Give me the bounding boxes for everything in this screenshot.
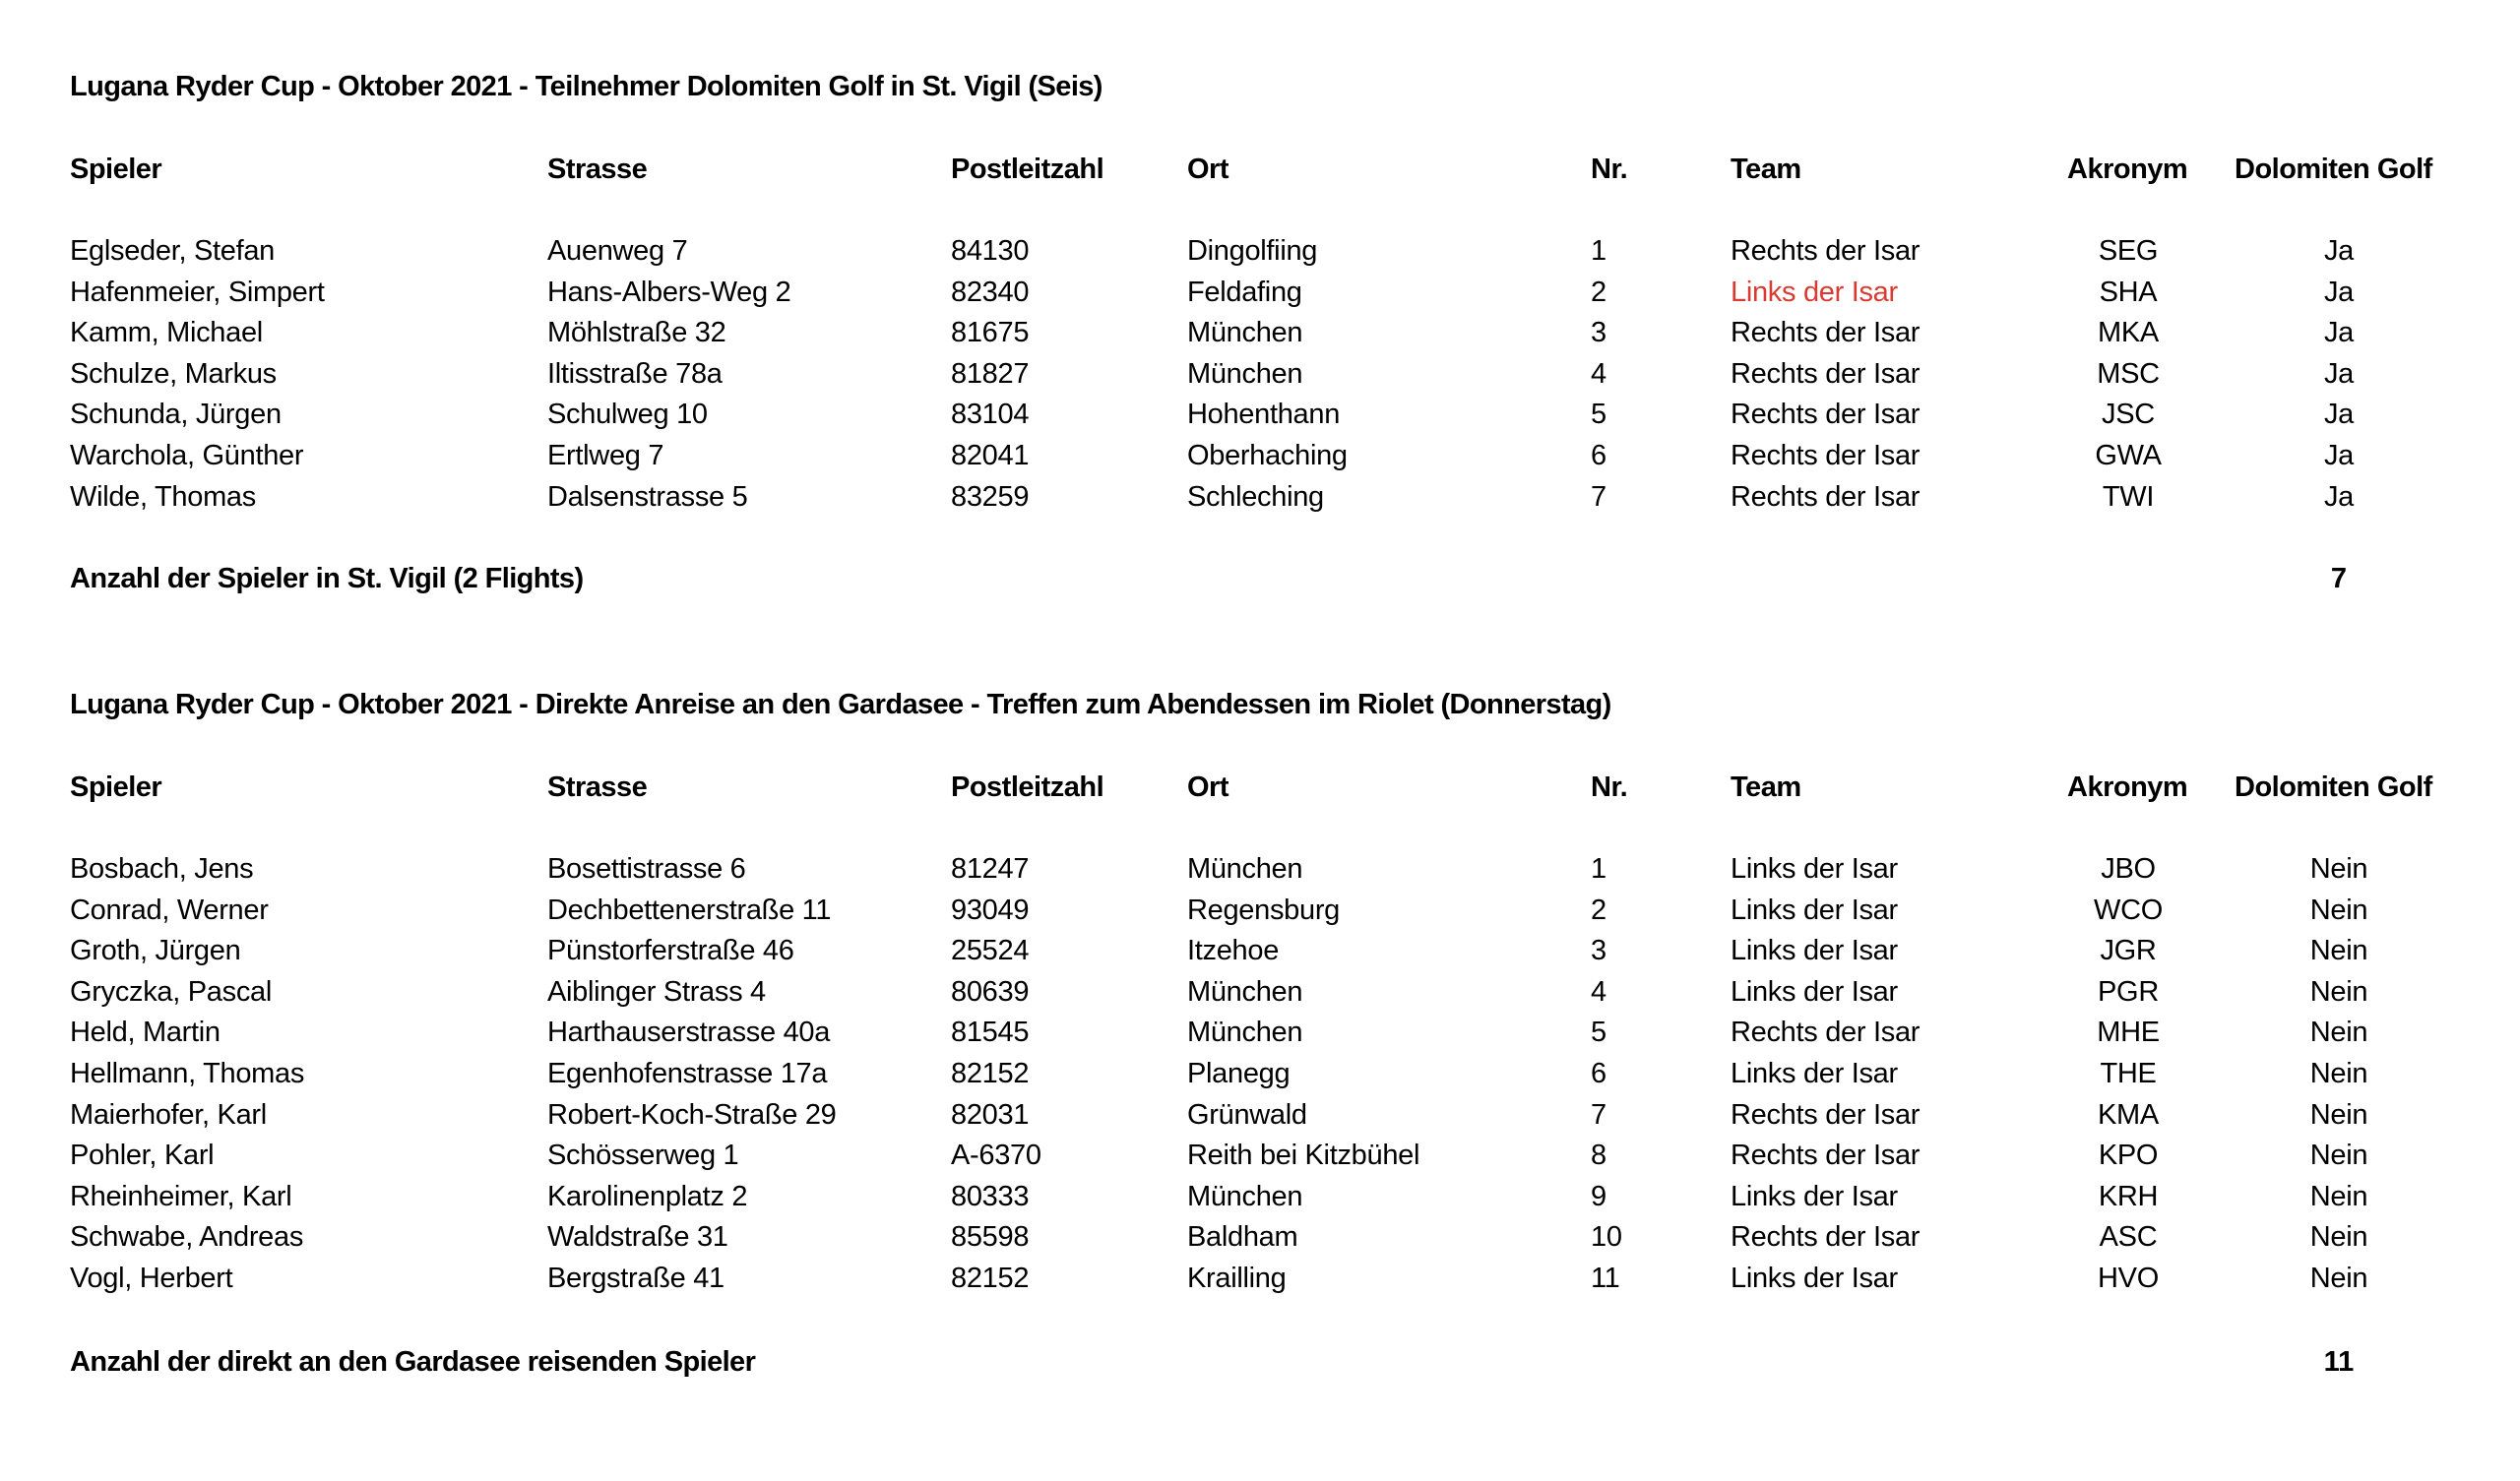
cell-spieler: Rheinheimer, Karl [70, 1180, 292, 1212]
cell-nr: 5 [1591, 399, 1606, 431]
header-strasse: Strasse [547, 771, 648, 803]
section-title: Lugana Ryder Cup - Oktober 2021 - Direkte Anreise an den Gardasee - Treffen zum Abendessen im Riolet (Donnerstag) [70, 689, 1611, 720]
cell-strasse: Bergstraße 41 [547, 1263, 724, 1294]
cell-strasse: Waldstraße 31 [547, 1221, 728, 1254]
cell-ort: München [1187, 1180, 1303, 1212]
cell-spieler: Schwabe, Andreas [70, 1221, 304, 1254]
cell-team: Rechts der Isar [1731, 1140, 1921, 1172]
cell-dolomiten-golf: Ja [2323, 357, 2355, 390]
cell-nr: 3 [1591, 317, 1606, 349]
cell-dolomiten-golf: Nein [2309, 935, 2368, 967]
cell-akronym: WCO [2094, 894, 2163, 926]
cell-strasse: Harthauserstrasse 40a [547, 1017, 831, 1049]
header-team: Team [1731, 154, 1801, 185]
cell-team: Rechts der Isar [1731, 317, 1921, 349]
cell-ort: München [1187, 853, 1303, 885]
cell-nr: 5 [1591, 1017, 1606, 1049]
cell-spieler: Conrad, Werner [70, 894, 269, 926]
cell-strasse: Schulweg 10 [547, 399, 708, 431]
cell-nr: 1 [1591, 235, 1606, 267]
cell-nr: 8 [1591, 1140, 1606, 1172]
cell-akronym: TWI [2102, 480, 2155, 513]
cell-ort: Feldafing [1187, 276, 1302, 308]
cell-postleitzahl: 85598 [951, 1221, 1030, 1254]
cell-strasse: Aiblinger Strass 4 [547, 975, 766, 1008]
cell-postleitzahl: A-6370 [951, 1140, 1041, 1172]
cell-akronym: MHE [2097, 1017, 2160, 1049]
cell-dolomiten-golf: Nein [2309, 1098, 2368, 1131]
cell-ort: Reith bei Kitzbühel [1187, 1140, 1420, 1172]
header-spieler: Spieler [70, 771, 162, 803]
cell-nr: 4 [1591, 357, 1606, 390]
cell-akronym: SEG [2098, 235, 2159, 267]
cell-nr: 6 [1591, 1058, 1606, 1089]
cell-dolomiten-golf: Ja [2323, 317, 2355, 349]
cell-team: Links der Isar [1731, 853, 1898, 885]
header-dolomiten-golf: Dolomiten Golf [2235, 771, 2432, 803]
cell-team: Links der Isar [1731, 894, 1898, 926]
cell-nr: 7 [1591, 480, 1606, 513]
cell-team: Links der Isar [1731, 935, 1898, 967]
cell-spieler: Pohler, Karl [70, 1140, 215, 1172]
cell-postleitzahl: 83104 [951, 399, 1030, 431]
cell-nr: 7 [1591, 1098, 1606, 1131]
cell-postleitzahl: 81827 [951, 357, 1030, 390]
summary-count: 11 [2323, 1346, 2355, 1378]
cell-spieler: Hafenmeier, Simpert [70, 276, 325, 308]
cell-postleitzahl: 82340 [951, 276, 1030, 308]
cell-dolomiten-golf: Nein [2309, 1140, 2368, 1172]
cell-akronym: HVO [2098, 1263, 2159, 1294]
cell-nr: 11 [1591, 1263, 1620, 1294]
cell-spieler: Schunda, Jürgen [70, 399, 282, 431]
cell-ort: München [1187, 975, 1303, 1008]
cell-spieler: Maierhofer, Karl [70, 1098, 267, 1131]
cell-dolomiten-golf: Nein [2309, 1017, 2368, 1049]
cell-strasse: Pünstorferstraße 46 [547, 935, 794, 967]
cell-team: Rechts der Isar [1731, 399, 1921, 431]
cell-postleitzahl: 81545 [951, 1017, 1030, 1049]
cell-nr: 10 [1591, 1221, 1622, 1254]
header-nr: Nr. [1591, 154, 1628, 185]
cell-akronym: JGR [2100, 935, 2157, 967]
header-akronym: Akronym [2067, 154, 2188, 185]
cell-team: Rechts der Isar [1731, 235, 1921, 267]
cell-team: Links der Isar [1731, 975, 1898, 1008]
cell-ort: Oberhaching [1187, 440, 1348, 471]
header-postleitzahl: Postleitzahl [951, 154, 1104, 185]
cell-postleitzahl: 83259 [951, 480, 1030, 513]
cell-strasse: Schösserweg 1 [547, 1140, 739, 1172]
header-team: Team [1731, 771, 1801, 803]
header-postleitzahl: Postleitzahl [951, 771, 1104, 803]
cell-akronym: JSC [2102, 399, 2155, 431]
header-nr: Nr. [1591, 771, 1628, 803]
cell-strasse: Auenweg 7 [547, 235, 688, 267]
cell-dolomiten-golf: Nein [2309, 1058, 2368, 1089]
cell-nr: 2 [1591, 894, 1606, 926]
cell-strasse: Ertlweg 7 [547, 440, 664, 471]
cell-dolomiten-golf: Nein [2309, 894, 2368, 926]
cell-dolomiten-golf: Nein [2309, 975, 2368, 1008]
cell-spieler: Schulze, Markus [70, 357, 277, 390]
cell-postleitzahl: 82041 [951, 440, 1030, 471]
cell-spieler: Kamm, Michael [70, 317, 263, 349]
cell-strasse: Robert-Koch-Straße 29 [547, 1098, 837, 1131]
summary-label: Anzahl der direkt an den Gardasee reisenden Spieler [70, 1346, 756, 1378]
cell-dolomiten-golf: Ja [2323, 276, 2355, 308]
cell-spieler: Eglseder, Stefan [70, 235, 276, 267]
header-ort: Ort [1187, 771, 1228, 803]
cell-dolomiten-golf: Nein [2309, 853, 2368, 885]
cell-strasse: Egenhofenstrasse 17a [547, 1058, 828, 1089]
cell-ort: Grünwald [1187, 1098, 1307, 1131]
cell-dolomiten-golf: Ja [2323, 440, 2355, 471]
cell-dolomiten-golf: Ja [2323, 399, 2355, 431]
cell-akronym: THE [2100, 1058, 2157, 1089]
cell-team: Rechts der Isar [1731, 1221, 1921, 1254]
cell-spieler: Gryczka, Pascal [70, 975, 272, 1008]
cell-dolomiten-golf: Ja [2323, 235, 2355, 267]
cell-spieler: Groth, Jürgen [70, 935, 241, 967]
cell-postleitzahl: 93049 [951, 894, 1030, 926]
cell-nr: 3 [1591, 935, 1606, 967]
cell-spieler: Wilde, Thomas [70, 480, 256, 513]
cell-akronym: MSC [2097, 357, 2160, 390]
cell-spieler: Warchola, Günther [70, 440, 304, 471]
cell-dolomiten-golf: Ja [2323, 480, 2355, 513]
summary-count: 7 [2330, 563, 2348, 594]
header-strasse: Strasse [547, 154, 648, 185]
cell-akronym: PGR [2098, 975, 2159, 1008]
cell-ort: Regensburg [1187, 894, 1340, 926]
cell-strasse: Hans-Albers-Weg 2 [547, 276, 791, 308]
cell-team: Rechts der Isar [1731, 440, 1921, 471]
cell-team: Links der Isar [1731, 1180, 1898, 1212]
cell-strasse: Dechbettenerstraße 11 [547, 894, 832, 926]
cell-postleitzahl: 82152 [951, 1263, 1030, 1294]
cell-nr: 4 [1591, 975, 1606, 1008]
cell-team: Rechts der Isar [1731, 1098, 1921, 1131]
cell-akronym: KRH [2098, 1180, 2159, 1212]
cell-team: Links der Isar [1731, 1263, 1898, 1294]
cell-dolomiten-golf: Nein [2309, 1263, 2368, 1294]
cell-akronym: JBO [2101, 853, 2156, 885]
cell-team: Rechts der Isar [1731, 357, 1921, 390]
cell-spieler: Held, Martin [70, 1017, 220, 1049]
cell-akronym: GWA [2095, 440, 2162, 471]
cell-ort: Dingolfiing [1187, 235, 1318, 267]
cell-nr: 9 [1591, 1180, 1606, 1212]
cell-strasse: Dalsenstrasse 5 [547, 480, 748, 513]
cell-ort: München [1187, 317, 1303, 349]
cell-ort: Krailling [1187, 1263, 1287, 1294]
cell-postleitzahl: 81247 [951, 853, 1030, 885]
cell-dolomiten-golf: Nein [2309, 1180, 2368, 1212]
cell-akronym: KMA [2098, 1098, 2159, 1131]
header-spieler: Spieler [70, 154, 162, 185]
cell-akronym: ASC [2099, 1221, 2158, 1254]
cell-strasse: Möhlstraße 32 [547, 317, 726, 349]
cell-postleitzahl: 84130 [951, 235, 1030, 267]
cell-ort: Hohenthann [1187, 399, 1341, 431]
cell-team: Links der Isar [1731, 1058, 1898, 1089]
cell-ort: Itzehoe [1187, 935, 1280, 967]
summary-label: Anzahl der Spieler in St. Vigil (2 Flights) [70, 563, 584, 594]
cell-postleitzahl: 80639 [951, 975, 1030, 1008]
cell-nr: 6 [1591, 440, 1606, 471]
cell-akronym: KPO [2098, 1140, 2159, 1172]
cell-ort: München [1187, 1017, 1303, 1049]
cell-spieler: Hellmann, Thomas [70, 1058, 305, 1089]
cell-ort: Baldham [1187, 1221, 1298, 1254]
cell-team: Links der Isar [1731, 276, 1898, 308]
header-dolomiten-golf: Dolomiten Golf [2235, 154, 2432, 185]
header-ort: Ort [1187, 154, 1228, 185]
cell-postleitzahl: 81675 [951, 317, 1030, 349]
cell-strasse: Bosettistrasse 6 [547, 853, 746, 885]
cell-ort: Planegg [1187, 1058, 1291, 1089]
header-akronym: Akronym [2067, 771, 2188, 803]
cell-nr: 2 [1591, 276, 1606, 308]
section-title: Lugana Ryder Cup - Oktober 2021 - Teilnehmer Dolomiten Golf in St. Vigil (Seis) [70, 71, 1102, 102]
cell-strasse: Iltisstraße 78a [547, 357, 723, 390]
cell-ort: München [1187, 357, 1303, 390]
cell-spieler: Bosbach, Jens [70, 853, 254, 885]
cell-ort: Schleching [1187, 480, 1324, 513]
cell-team: Rechts der Isar [1731, 1017, 1921, 1049]
cell-dolomiten-golf: Nein [2309, 1221, 2368, 1254]
cell-postleitzahl: 80333 [951, 1180, 1030, 1212]
cell-team: Rechts der Isar [1731, 480, 1921, 513]
cell-akronym: MKA [2098, 317, 2159, 349]
cell-nr: 1 [1591, 853, 1606, 885]
cell-akronym: SHA [2099, 276, 2158, 308]
cell-postleitzahl: 82031 [951, 1098, 1030, 1131]
cell-postleitzahl: 82152 [951, 1058, 1030, 1089]
cell-postleitzahl: 25524 [951, 935, 1030, 967]
cell-spieler: Vogl, Herbert [70, 1263, 233, 1294]
cell-strasse: Karolinenplatz 2 [547, 1180, 748, 1212]
